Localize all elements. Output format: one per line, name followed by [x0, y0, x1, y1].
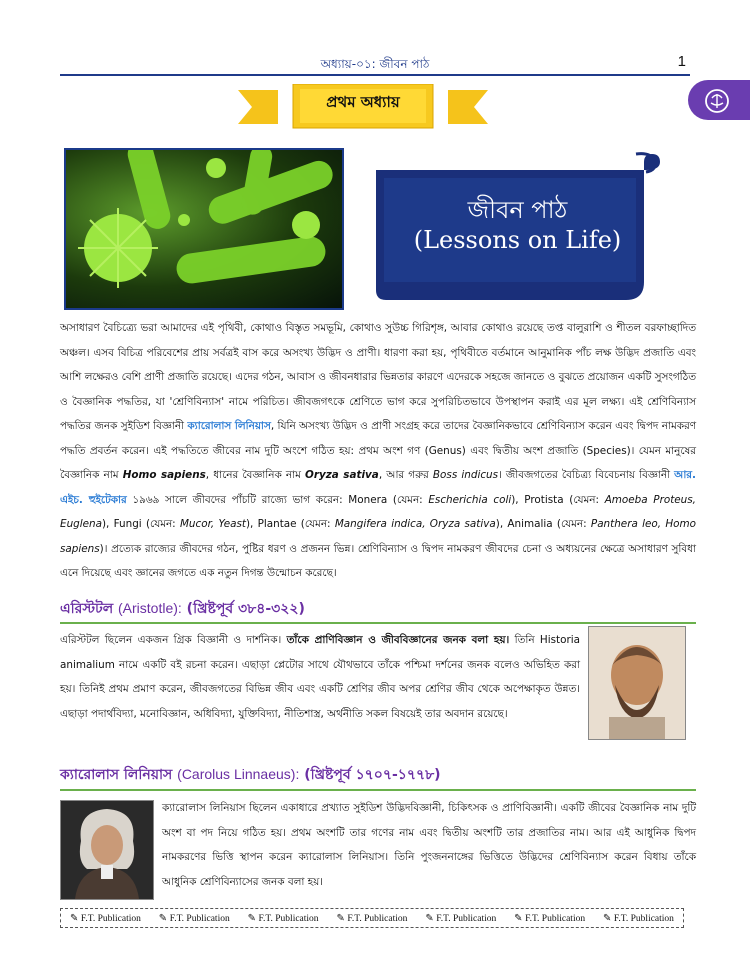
linnaeus-paragraph: ক্যারোলাস লিনিয়াস ছিলেন একাধারে প্রখ্যাত সুইডিশ উদ্ভিদবিজ্ঞানী, চিকিৎসক ও প্রাণিবিজ্ঞানী। একটি জীবের বৈজ্ঞানিক নাম দুটি অংশ বা পদ নিয়ে গঠিত হয়। প্রথম অংশটি তার গণের নাম এবং দ্বিতীয় অংশটি তার প্রজাতির নাম। আর এই আধুনিক দ্বিপদ নামকরণের ভিত্তি স্থাপন করেন ক্যারোলাস লিনিয়াস। তিনি পুংজননাঙ্গের ভিত্তিতে উদ্ভিদের শ্রেণিবিন্যাস করেন বিধায় তাঁকে আধুনিক শ্রেণিবিন্যাসের জনক বলা হয়।	[162, 802, 696, 888]
page-number: 1	[677, 53, 686, 70]
chapter-tab	[688, 80, 750, 120]
publisher-mark: ✎ F.T. Publication	[248, 913, 319, 924]
linnaeus-rule	[60, 789, 696, 791]
linnaeus-heading: ক্যারোলাস লিনিয়াস (Carolus Linnaeus): (খ্রিষ্টপূর্ব ১৭০৭-১৭৭৮)	[60, 766, 441, 783]
aristotle-paragraph: এরিস্টটল ছিলেন একজন গ্রিক বিজ্ঞানী ও দার্শনিক। তাঁকে প্রাণিবিজ্ঞান ও জীববিজ্ঞানের জনক বলা হয়। তিনি Historia animalium নামে একটি বই রচনা করেন। এছাড়া প্লেটোর সাথে যৌথভাবে তাঁকে পশ্চিমা দর্শনের জনক বলেও অভিহিত করা হয়। তিনিই প্রথম প্রমাণ করেন, জীবজগতের বিভিন্ন জীব এবং একটি শ্রেণির জীব অপর শ্রেণির জীব থেকে অপেক্ষাকৃত উন্নত। এছাড়া পদার্থবিদ্যা, মনোবিজ্ঞান, অধিবিদ্যা, যুক্তিবিদ্যা, নীতিশাস্ত্র, অর্থনীতি সকল বিষয়েই তার অবদান রয়েছে।	[60, 634, 580, 720]
linnaeus-link[interactable]: ক্যারোলাস লিনিয়াস	[187, 420, 271, 432]
bacteria-image	[64, 148, 344, 310]
intro-paragraph: অসাধারণ বৈচিত্র্যে ভরা আমাদের এই পৃথিবী, কোথাও বিস্তৃত সমভূমি, কোথাও সুউচ্চ গিরিশৃঙ্গ, আবার কোথাও রয়েছে তপ্ত বালুরাশি ও শীতল বরফাচ্ছাদিত অঞ্চল। এসব বিচিত্র পরিবেশের প্রায় সর্বত্রই বাস করে অসংখ্য উদ্ভিদ ও প্রাণী। ধারণা করা হয়, পৃথিবীতে বর্তমানে আনুমানিক পাঁচ লক্ষ উদ্ভিদ প্রজাতি এবং আশি লক্ষেরও বেশি প্রাণী প্রজাতি রয়েছে। এদের গঠন, আবাস ও জীবনধারার ভিন্নতার কারণে এদেরকে সহজে জানতে ও বুঝতে প্রয়োজন একটি সুসংগঠিত ও বৈজ্ঞানিক পদ্ধতির, যা 'শ্রেণিবিন্যাস' নামে পরিচিত। জীবজগৎকে শ্রেণিতে ভাগ করে সুপরিচিতভাবে উপস্থাপন করাই এর মূল লক্ষ্য। এই শ্রেণিবিন্যাস পদ্ধতির জনক সুইডিশ বিজ্ঞানী ক্যারোলাস লিনিয়াস, যিনি অসংখ্য উদ্ভিদ ও প্রাণী সংগ্রহ করে তাদের বৈজ্ঞানিকভাবে শ্রেণিবিন্যাস করেন এবং দ্বিপদ নামকরণ পদ্ধতি প্রবর্তন করেন। এই পদ্ধতিতে জীবের নাম দুটি অংশে গঠিত হয়: প্রথম অংশ গণ (Genus) এবং দ্বিতীয় অংশ প্রজাতি (Species)। যেমন মানুষের বৈজ্ঞানিক নাম Homo sapiens, ধানের বৈজ্ঞানিক নাম Oryza sativa, আর গরুর Boss indicus। জীবজগতের বৈচিত্র্য বিবেচনায় বিজ্ঞানী আর. এইচ. হুইটেকার ১৯৬৯ সালে জীবদের পাঁচটি রাজ্যে ভাগ করেন: Monera (যেমন: Escherichia coli), Protista (যেমন: Amoeba Proteus, Euglena), Fungi (যেমন: Mucor, Yeast), Plantae (যেমন: Mangifera indica, Oryza sativa), Animalia (যেমন: Panthera leo, Homo sapiens)। প্রত্যেক রাজ্যের জীবদের গঠন, পুষ্টির ধরণ ও প্রজনন ভিন্ন। শ্রেণিবিন্যাস ও দ্বিপদ নামকরণ জীবদের চেনা ও অধ্যয়নের ক্ষেত্রে অসাধারণ সুবিধা এনে দিয়েছে এবং জ্ঞানের জগতে এক নতুন দিগন্ত উন্মোচন করেছে।	[60, 322, 697, 579]
publisher-mark: ✎ F.T. Publication	[514, 913, 585, 924]
publisher-mark: ✎ F.T. Publication	[336, 913, 407, 924]
publisher-mark: ✎ F.T. Publication	[70, 913, 141, 924]
publisher-mark: ✎ F.T. Publication	[425, 913, 496, 924]
chapter-title-bangla: জীবন পাঠ	[467, 196, 568, 224]
brain-head-icon	[702, 88, 732, 114]
aristotle-heading: এরিস্টটল (Aristotle): (খ্রিষ্টপূর্ব ৩৮৪-৩২২)	[60, 600, 305, 617]
running-header: অধ্যায়-০১: জীবন পাঠ	[320, 57, 430, 71]
publisher-mark: ✎ F.T. Publication	[159, 913, 230, 924]
publisher-mark: ✎ F.T. Publication	[603, 913, 674, 924]
aristotle-portrait	[588, 626, 686, 740]
whittaker-link[interactable]: আর. এইচ. হুইটেকার	[60, 469, 696, 506]
chapter-title-english: (Lessons on Life)	[413, 226, 622, 254]
chapter-label: প্রথম অধ্যায়	[326, 93, 400, 111]
linnaeus-portrait	[60, 800, 154, 900]
publisher-footer	[60, 908, 684, 928]
aristotle-rule	[60, 622, 696, 624]
header-rule	[60, 74, 690, 76]
